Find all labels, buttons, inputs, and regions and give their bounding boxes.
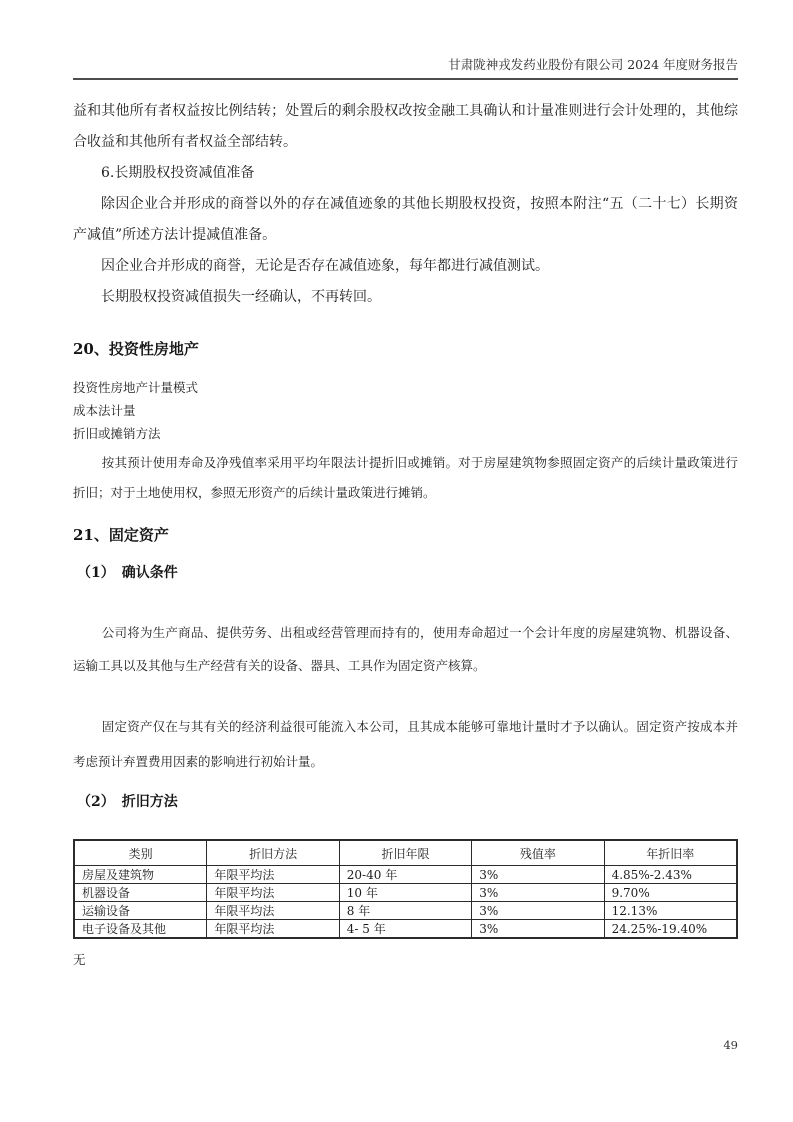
section-21-sub1-heading: （1） 确认条件 <box>77 565 178 581</box>
cell-annual-rate: 24.25%-19.40% <box>604 920 737 939</box>
table-row <box>74 884 737 902</box>
cell-category: 机器设备 <box>74 884 207 902</box>
cell-annual-rate: 4.85%-2.43% <box>604 866 737 884</box>
section-21-sub2-heading: （2） 折旧方法 <box>77 794 178 810</box>
table-row <box>74 902 737 920</box>
cell-residual-rate: 3% <box>472 902 604 920</box>
column-header-years: 折旧年限 <box>339 840 471 866</box>
cell-category: 电子设备及其他 <box>74 920 207 939</box>
section-21-heading: 21、固定资产 <box>73 526 169 544</box>
cell-annual-rate: 9.70% <box>604 884 737 902</box>
table-header-row <box>74 840 737 866</box>
cell-method: 年限平均法 <box>207 866 339 884</box>
depreciation-table <box>73 839 738 939</box>
cell-residual-rate: 3% <box>472 884 604 902</box>
section-21-sub1-paragraph-1: 公司将为生产商品、提供劳务、出租或经营管理而持有的，使用寿命超过一个会计年度的房屋建筑物、机器设备、运输工具以及其他与生产经营有关的设备、器具、工具作为固定资产核算。 <box>73 625 738 673</box>
column-header-method: 折旧方法 <box>207 840 339 866</box>
report-title: 甘肃陇神戎发药业股份有限公司 2024 年度财务报告 <box>448 57 738 72</box>
none-note: 无 <box>73 952 86 967</box>
cell-years: 10 年 <box>339 884 471 902</box>
cell-method: 年限平均法 <box>207 902 339 920</box>
column-header-category: 类别 <box>74 840 207 866</box>
table-row <box>74 920 737 939</box>
section-20-heading: 20、投资性房地产 <box>73 340 199 358</box>
column-header-annual-rate: 年折旧率 <box>604 840 737 866</box>
cell-annual-rate: 12.13% <box>604 902 737 920</box>
cell-years: 8 年 <box>339 902 471 920</box>
cell-residual-rate: 3% <box>472 920 604 939</box>
section-20-line-3: 折旧或摊销方法 <box>73 426 161 441</box>
page-number: 49 <box>723 1038 738 1052</box>
cell-residual-rate: 3% <box>472 866 604 884</box>
column-header-residual-rate: 残值率 <box>472 840 604 866</box>
cell-category: 房屋及建筑物 <box>74 866 207 884</box>
section-20-paragraph: 按其预计使用寿命及净残值率采用平均年限法计提折旧或摊销。对于房屋建筑物参照固定资产的后续计量政策进行折旧；对于土地使用权，参照无形资产的后续计量政策进行摊销。 <box>73 455 738 500</box>
page-header <box>73 0 738 80</box>
item6-paragraph-1: 除因企业合并形成的商誉以外的存在减值迹象的其他长期股权投资，按照本附注“五（二十七）长期资产减值”所述方法计提减值准备。 <box>73 196 738 243</box>
section-20-line-2: 成本法计量 <box>73 403 136 418</box>
section-20-lines <box>73 376 738 445</box>
item6-paragraph-3: 长期股权投资减值损失一经确认，不再转回。 <box>101 289 381 305</box>
item6-title: 6.长期股权投资减值准备 <box>101 165 255 181</box>
cell-category: 运输设备 <box>74 902 207 920</box>
section-21-sub1-paragraph-2: 固定资产仅在与其有关的经济利益很可能流入本公司，且其成本能够可靠地计量时才予以确认。固定资产按成本并考虑预计弃置费用因素的影响进行初始计量。 <box>73 719 738 769</box>
cell-years: 4- 5 年 <box>339 920 471 939</box>
cell-method: 年限平均法 <box>207 920 339 939</box>
carryover-section <box>73 96 738 313</box>
cell-years: 20-40 年 <box>339 866 471 884</box>
cell-method: 年限平均法 <box>207 884 339 902</box>
table-row <box>74 866 737 884</box>
item6-paragraph-2: 因企业合并形成的商誉，无论是否存在减值迹象，每年都进行减值测试。 <box>101 258 549 274</box>
paragraph-carryover: 益和其他所有者权益按比例结转；处置后的剩余股权改按金融工具确认和计量准则进行会计处理的，其他综合收益和其他所有者权益全部结转。 <box>73 103 738 150</box>
section-20-line-1: 投资性房地产计量模式 <box>73 380 199 395</box>
